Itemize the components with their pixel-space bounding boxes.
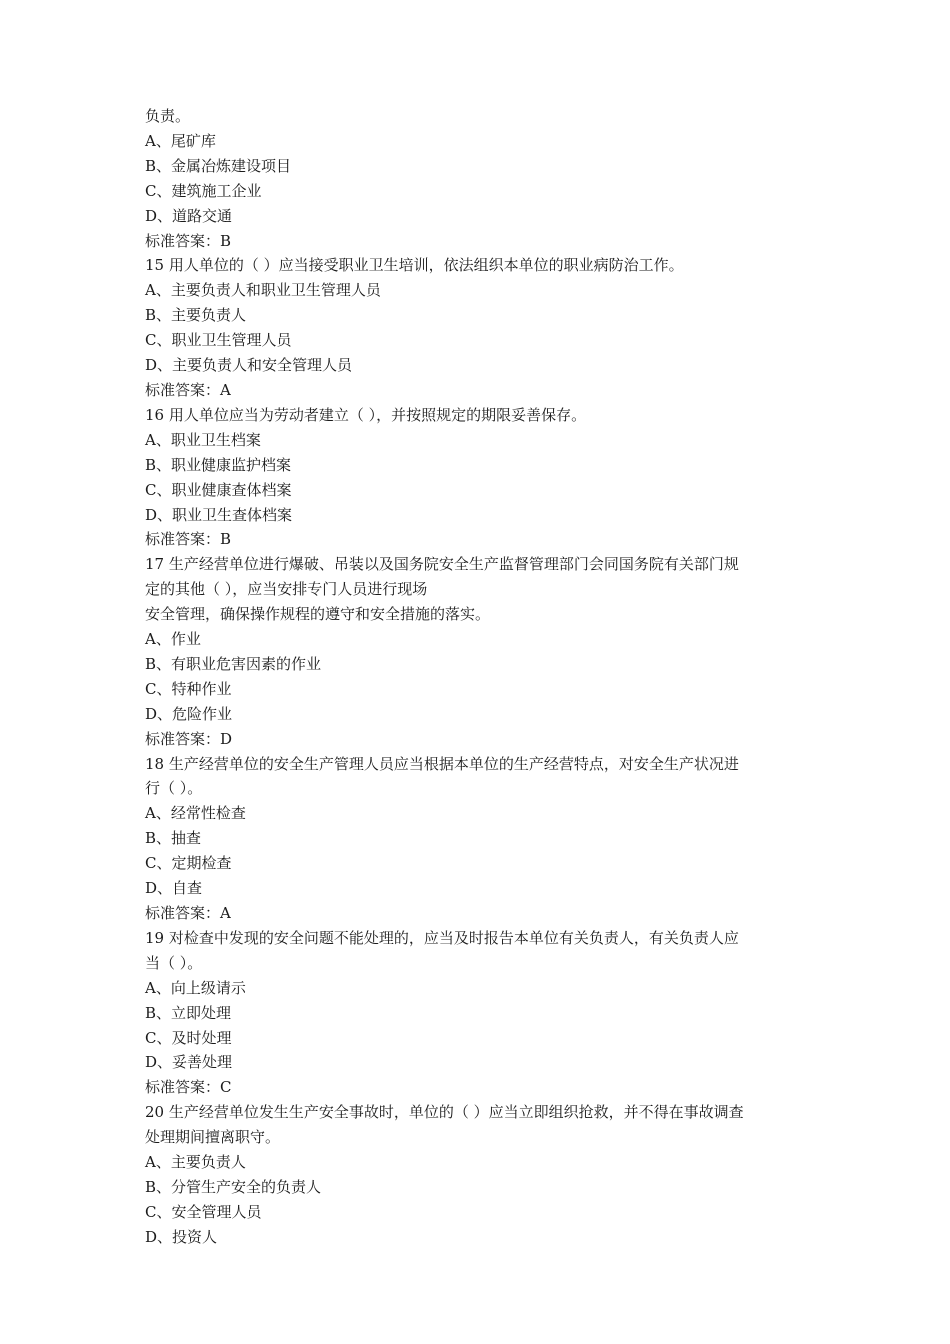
answer-option: D、职业卫生查体档案 [145, 505, 293, 524]
answer-option: C、职业健康查体档案 [145, 480, 292, 499]
answer-option: B、立即处理 [145, 1003, 232, 1022]
answer-option: C、建筑施工企业 [145, 181, 262, 200]
document-page [145, 104, 825, 1250]
answer-option: C、职业卫生管理人员 [145, 331, 292, 350]
answer-option: A、经常性检查 [145, 804, 246, 823]
answer-option: D、危险作业 [145, 704, 233, 723]
standard-answer: 标准答案：A [145, 904, 231, 922]
question-text: 16 用人单位应当为劳动者建立（ ），并按照规定的期限妥善保存。 [145, 405, 587, 424]
question-text: 19 对检查中发现的安全问题不能处理的，应当及时报告本单位有关负责人，有关负责人应 [145, 928, 739, 947]
question-text: 行（ ）。 [145, 779, 203, 798]
standard-answer: 标准答案：D [145, 729, 233, 748]
standard-answer: 标准答案：B [145, 231, 232, 250]
answer-option: B、分管生产安全的负责人 [145, 1177, 322, 1196]
standard-answer: 标准答案：B [145, 530, 232, 549]
answer-option: A、作业 [145, 630, 201, 649]
question-text: 20 生产经营单位发生生产安全事故时，单位的（ ）应当立即组织抢救，并不得在事故调查 [145, 1103, 744, 1122]
answer-option: D、自查 [145, 879, 203, 898]
answer-option: A、职业卫生档案 [145, 430, 261, 449]
question-text: 18 生产经营单位的安全生产管理人员应当根据本单位的生产经营特点，对安全生产状况进 [145, 754, 739, 773]
answer-option: B、金属冶炼建设项目 [145, 156, 292, 175]
answer-option: B、职业健康监护档案 [145, 455, 292, 474]
answer-option: A、尾矿库 [145, 131, 216, 150]
answer-option: C、定期检查 [145, 854, 232, 873]
answer-option: D、妥善处理 [145, 1053, 233, 1072]
answer-option: C、特种作业 [145, 679, 232, 698]
standard-answer: 标准答案：A [145, 380, 231, 399]
question-text: 当（ ）。 [145, 953, 203, 972]
answer-option: B、主要负责人 [145, 306, 247, 325]
text-line: 负责。 [145, 107, 191, 125]
answer-option: C、及时处理 [145, 1028, 232, 1047]
answer-option: A、主要负责人和职业卫生管理人员 [145, 281, 381, 300]
answer-option: A、主要负责人 [145, 1153, 246, 1172]
question-text: 安全管理，确保操作规程的遵守和安全措施的落实。 [145, 605, 491, 624]
question-text: 15 用人单位的（ ）应当接受职业卫生培训，依法组织本单位的职业病防治工作。 [145, 256, 684, 275]
answer-option: D、主要负责人和安全管理人员 [145, 356, 353, 375]
answer-option: B、抽查 [145, 829, 202, 848]
question-text: 定的其他（ ），应当安排专门人员进行现场 [145, 580, 428, 599]
question-text: 17 生产经营单位进行爆破、吊装以及国务院安全生产监督管理部门会同国务院有关部门规 [145, 555, 739, 574]
question-text: 处理期间擅离职守。 [145, 1128, 281, 1147]
standard-answer: 标准答案：C [145, 1078, 232, 1097]
answer-option: C、安全管理人员 [145, 1202, 262, 1221]
answer-option: B、有职业危害因素的作业 [145, 654, 322, 673]
answer-option: D、投资人 [145, 1227, 218, 1246]
answer-option: A、向上级请示 [145, 978, 246, 997]
answer-option: D、道路交通 [145, 206, 233, 225]
